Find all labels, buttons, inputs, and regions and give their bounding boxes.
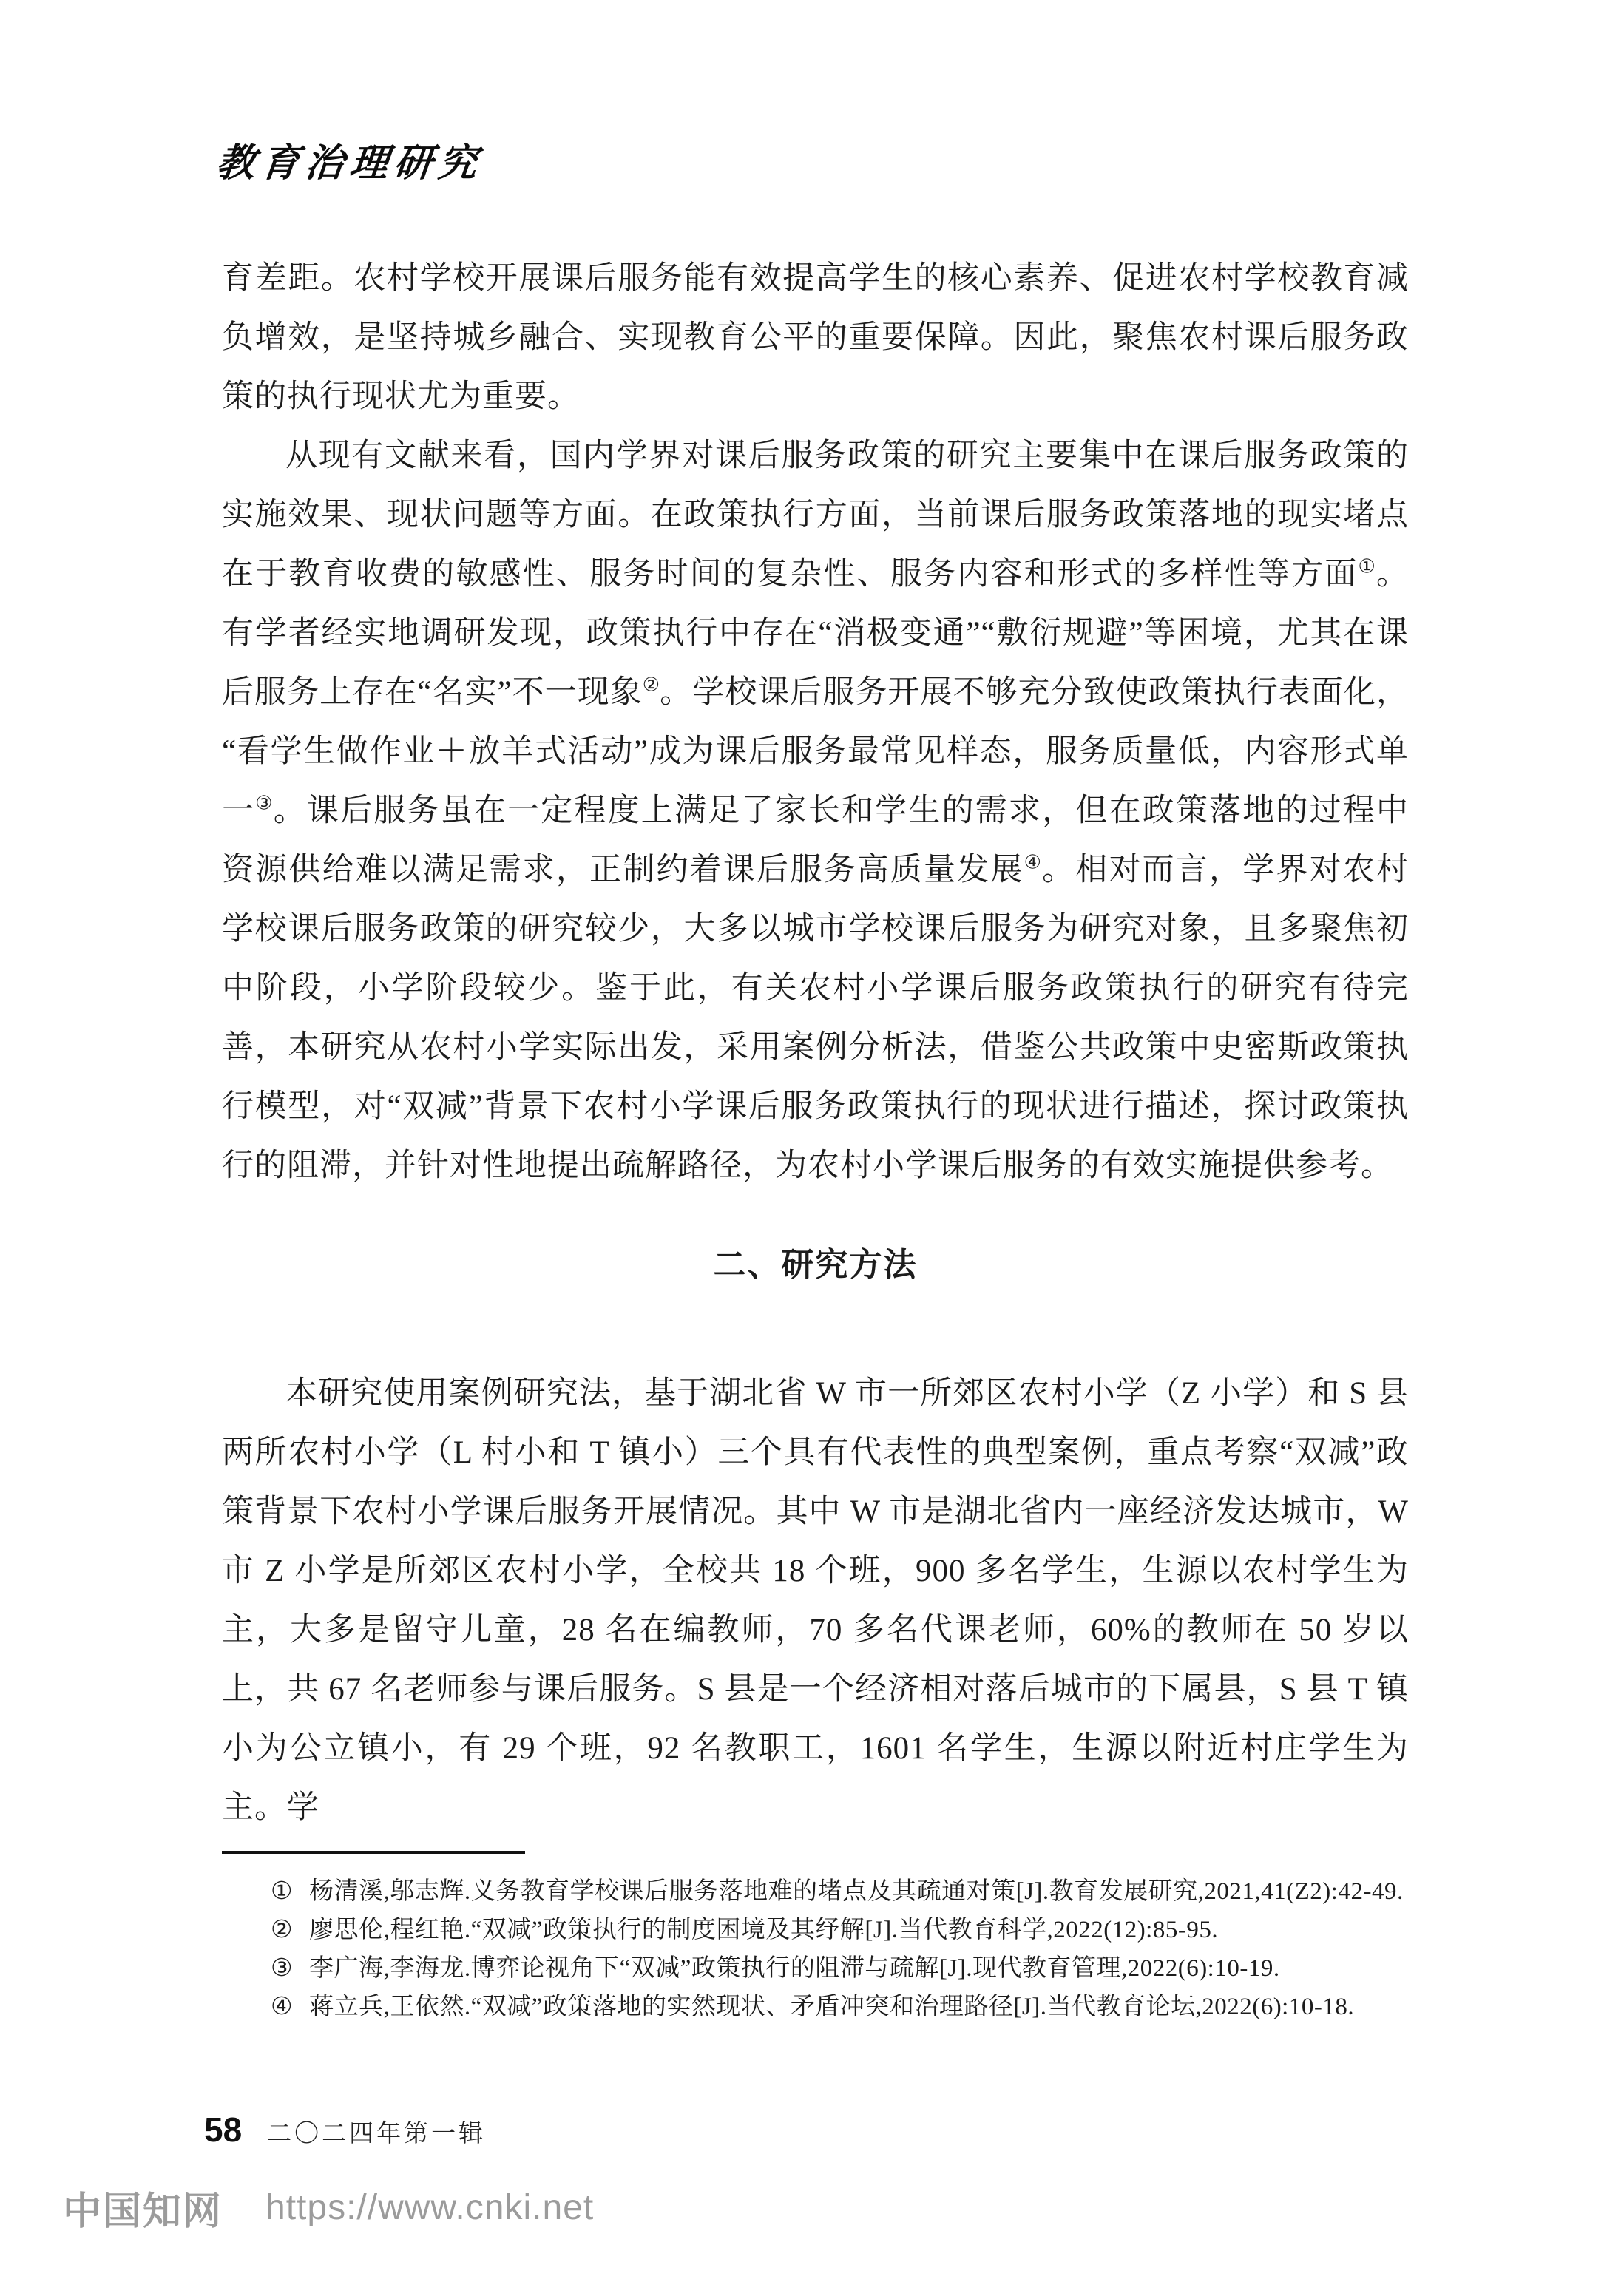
footnote-item: ④ 蒋立兵,王依然.“双减”政策落地的实然现状、矛盾冲突和治理路径[J].当代教育论坛,2022(6):10-18. [271, 1994, 1355, 2020]
cnki-logo-text: 中国知网 [63, 2190, 223, 2233]
page-number: 58 [204, 2110, 243, 2149]
footnote-marker: ③ [271, 1955, 294, 1982]
journal-logo: 教育治理研究 [214, 143, 485, 185]
footnote-item: ③ 李广海,李海龙.博弈论视角下“双减”政策执行的阻滞与疏解[J].现代教育管理,2022(6):10-19. [271, 1955, 1280, 1982]
body-paragraph: 本研究使用案例研究法，基于湖北省 W 市一所郊区农村小学（Z 小学）和 S 县两所农村小学（L 村小和 T 镇小）三个具有代表性的典型案例，重点考察“双减”政策背景下农村小学课后服务开展情况。其中 W 市是湖北省内一座经济发达城市，W 市 Z 小学是所郊区农村小学，全校共 18 个班，900 多名学生，生源以农村学生为主，大多是留守儿童，28 名在编教师，70 多名代课老师，60%的教师在 50 岁以上，共 67 名老师参与课后服务。S 县是一个经济相对落后城市的下属县，S 县 T 镇小为公立镇小，有 29 个班，92 名教职工，1601 名学生，生源以附近村庄学生为主。学 [222, 1376, 1409, 1825]
footnotes-section [222, 1872, 1442, 2026]
body-paragraph: 从现有文献来看，国内学界对课后服务政策的研究主要集中在课后服务政策的实施效果、现状问题等方面。在政策执行方面，当前课后服务政策落地的现实堵点在于教育收费的敏感性、服务时间的复杂性、服务内容和形式的多样性等方面①。有学者经实地调研发现，政策执行中存在“消极变通”“敷衍规避”等困境，尤其在课后服务上存在“名实”不一现象②。学校课后服务开展不够充分致使政策执行表面化，“看学生做作业＋放羊式活动”成为课后服务最常见样态，服务质量低，内容形式单一③。课后服务虽在一定程度上满足了家长和学生的需求，但在政策落地的过程中资源供给难以满足需求，正制约着课后服务高质量发展④。相对而言，学界对农村学校课后服务政策的研究较少，大多以城市学校课后服务为研究对象，且多聚焦初中阶段，小学阶段较少。鉴于此，有关农村小学课后服务政策执行的研究有待完善，本研究从农村小学实际出发，采用案例分析法，借鉴公共政策中史密斯政策执行模型，对“双减”背景下农村小学课后服务政策执行的现状进行描述，探讨政策执行的阻滞，并针对性地提出疏解路径，为农村小学课后服务的有效实施提供参考。 [222, 438, 1410, 1183]
cnki-watermark [63, 2180, 594, 2235]
footnote-reference-mark: ① [1358, 555, 1376, 578]
footnote-reference-mark: ④ [1024, 851, 1043, 873]
footnote-marker: ① [271, 1878, 294, 1905]
volume-label: 二〇二四年第一辑 [267, 2119, 487, 2147]
footnote-reference-mark: ③ [255, 792, 274, 814]
footnote-item: ② 廖思伦,程红艳.“双减”政策执行的制度困境及其纾解[J].当代教育科学,2022(12):85-95. [271, 1917, 1219, 1943]
section-heading: 二、研究方法 [713, 1247, 918, 1283]
article-body [222, 249, 1409, 1838]
cnki-url: https://www.cnki.net [265, 2188, 595, 2227]
footnote-reference-mark: ② [642, 674, 660, 696]
footnote-marker: ② [271, 1917, 294, 1943]
footnote-marker: ④ [271, 1994, 294, 2020]
body-paragraph: 育差距。农村学校开展课后服务能有效提高学生的核心素养、促进农村学校教育减负增效，是坚持城乡融合、实现教育公平的重要保障。因此，聚焦农村课后服务政策的执行现状尤为重要。 [222, 261, 1409, 414]
footnote-item: ① 杨清溪,邬志辉.义务教育学校课后服务落地难的堵点及其疏通对策[J].教育发展研究,2021,41(Z2):42-49. [271, 1878, 1404, 1905]
page-footer [204, 2110, 486, 2150]
footnote-separator [222, 1851, 525, 1854]
